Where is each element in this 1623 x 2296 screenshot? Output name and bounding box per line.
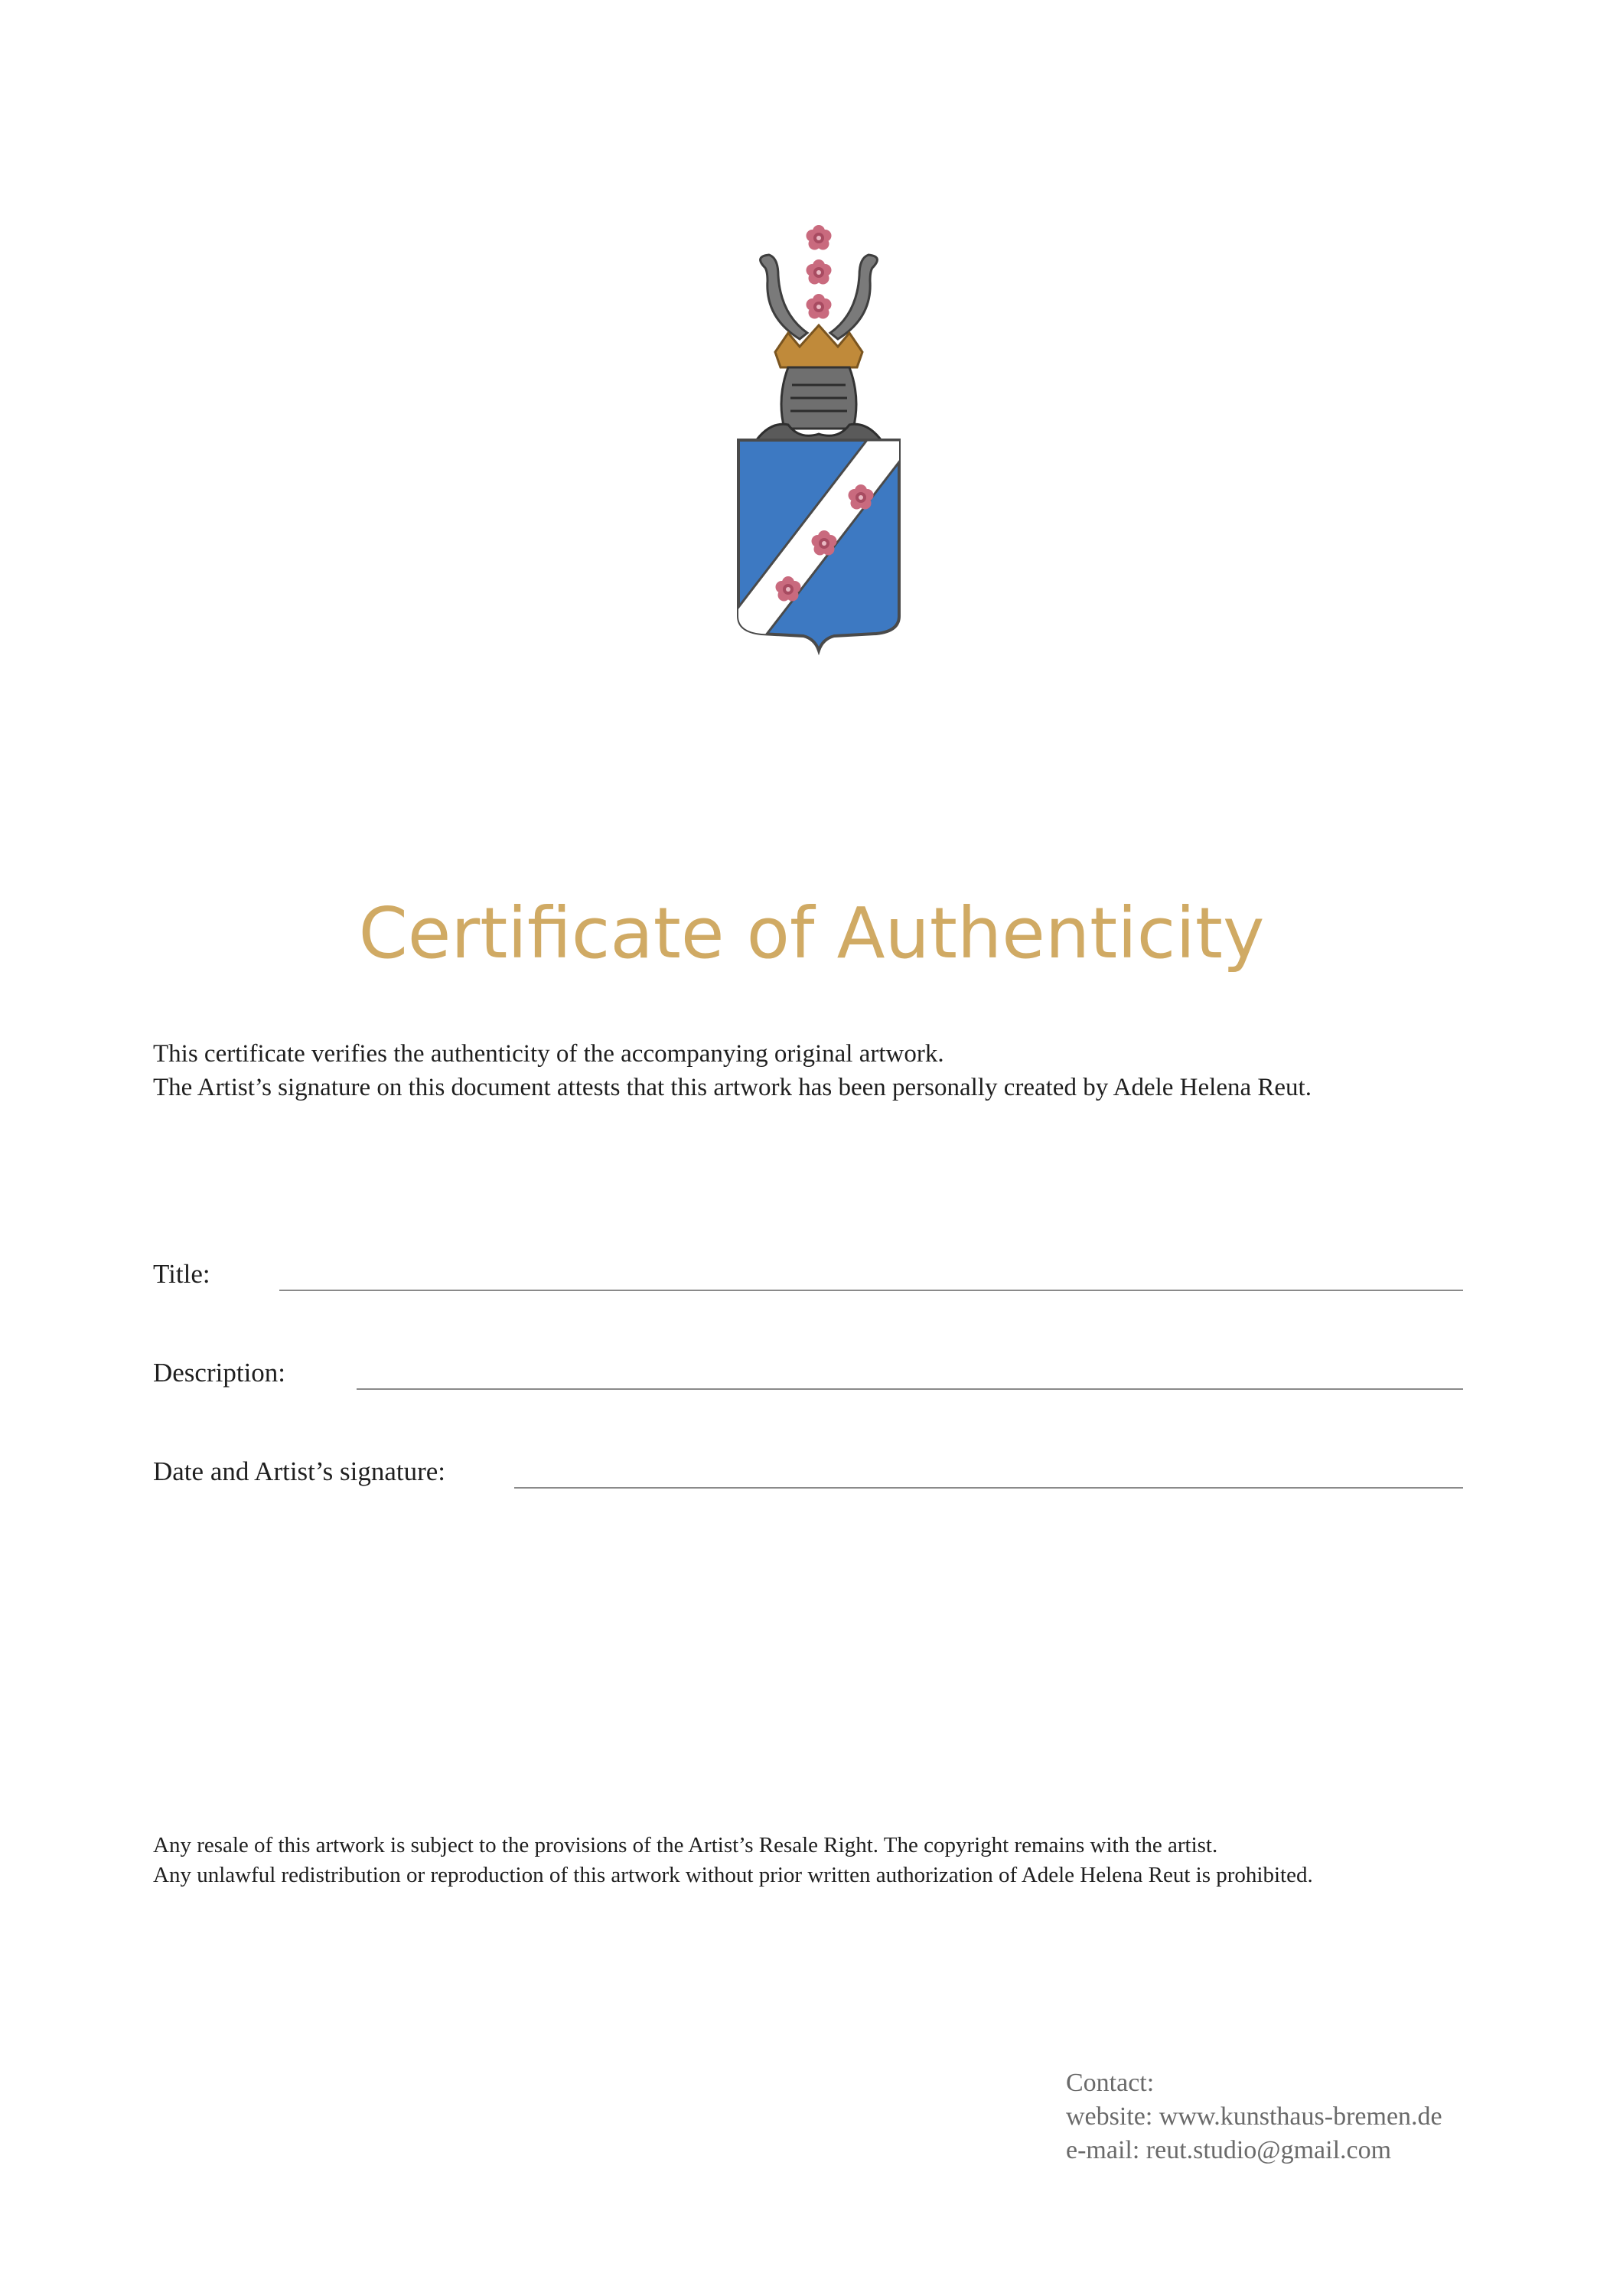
signature-field-line [514, 1487, 1463, 1489]
title-field [153, 1251, 1463, 1297]
description-field-line [357, 1388, 1463, 1390]
intro-line-2: The Artist’s signature on this document attests that this artwork has been personally created by Adele Helena Reut. [153, 1074, 1312, 1101]
title-field-line [279, 1290, 1463, 1291]
certificate-title: Certificate of Authenticity [358, 892, 1265, 974]
crest-crown [775, 325, 862, 367]
signature-field [153, 1449, 1463, 1495]
legal-notice [153, 1831, 1313, 1890]
contact-block [1066, 2066, 1442, 2167]
legal-line-2: Any unlawful redistribution or reproduction of this artwork without prior written authorization of Adele Helena Reut is prohibited. [153, 1863, 1313, 1887]
crest-rose-2 [807, 259, 832, 285]
contact-email: e-mail: reut.studio@gmail.com [1066, 2136, 1392, 2164]
description-field-label: Description: [153, 1358, 286, 1388]
crest-rose-3 [807, 294, 832, 319]
title-field-label: Title: [153, 1259, 210, 1289]
legal-line-1: Any resale of this artwork is subject to the provisions of the Artist’s Resale Right. The copyright remains with the artist. [153, 1833, 1218, 1857]
intro-text [153, 1037, 1312, 1104]
description-field [153, 1350, 1463, 1396]
signature-field-label: Date and Artist’s signature: [153, 1456, 446, 1486]
crest-rose-1 [807, 225, 832, 250]
coat-of-arms-icon [693, 210, 945, 662]
intro-line-1: This certificate verifies the authenticity of the accompanying original artwork. [153, 1040, 944, 1068]
contact-heading: Contact: [1066, 2069, 1155, 2097]
contact-website: website: www.kunsthaus-bremen.de [1066, 2102, 1442, 2131]
